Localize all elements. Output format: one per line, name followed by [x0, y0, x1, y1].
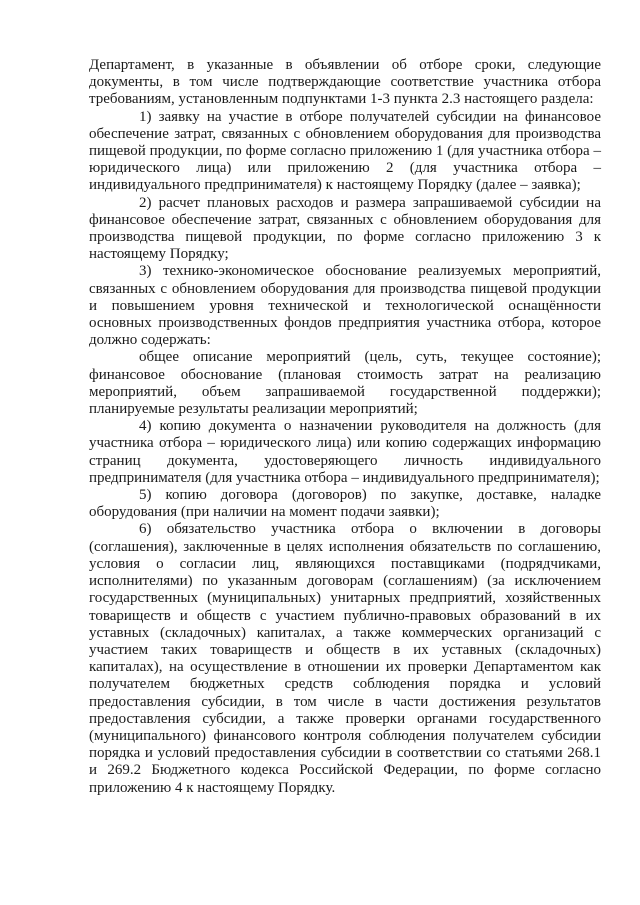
paragraph-item-2: 2) расчет плановых расходов и размера запрашиваемой субсидии на финансовое обеспечение затрат, связанных с обновлением оборудования для производства пищевой продукции, по форме согласно приложению 3 к настоящему Порядку;	[89, 194, 601, 263]
paragraph-item-5: 5) копию договора (договоров) по закупке, доставке, наладке оборудования (при наличии на момент подачи заявки);	[89, 487, 601, 521]
paragraph-item-1: 1) заявку на участие в отборе получателей субсидии на финансовое обеспечение затрат, связанных с обновлением оборудования для производства пищевой продукции, по форме согласно приложению 1 (для участника отбора – юридического лица) или приложению 2 (для участника отбора – индивидуального предпринимателя) к настоящему Порядку (далее – заявка);	[89, 108, 601, 194]
paragraph-item-6: 6) обязательство участника отбора о включении в договоры (соглашения), заключенные в целях исполнения обязательств по соглашению, условия о согласии лиц, являющихся поставщиками (подрядчиками, исполнителями) по указанным договорам (соглашениям) (за исключением государственных (муниципальных) унитарных предприятий, хозяйственных товариществ и обществ с участием публично-правовых образований в их уставных (складочных) капиталах, а также коммерческих организаций с участием таких товариществ и обществ в их уставных (складочных) капиталах), на осуществление в отношении их проверки Департаментом как получателем бюджетных средств соблюдения порядка и условий предоставления субсидии, в том числе в части достижения результатов предоставления субсидии, а также проверки органами государственного (муниципального) финансового контроля соблюдения получателем субсидии порядка и условий предоставления субсидии в соответствии со статьями 268.1 и 269.2 Бюджетного кодекса Российской Федерации, по форме согласно приложению 4 к настоящему Порядку.	[89, 521, 601, 796]
paragraph-intro: Департамент, в указанные в объявлении об отборе сроки, следующие документы, в том числе подтверждающие соответствие участника отбора требованиям, установленным подпунктами 1-3 пункта 2.3 настоящего раздела:	[89, 57, 601, 108]
paragraph-item-3-contents: общее описание мероприятий (цель, суть, текущее состояние); финансовое обоснование (плановая стоимость затрат на реализацию мероприятий, объем запрашиваемой государственной поддержки); планируемые результаты реализации мероприятий;	[89, 349, 601, 418]
paragraph-item-3: 3) технико-экономическое обоснование реализуемых мероприятий, связанных с обновлением оборудования для производства пищевой продукции и повышением уровня технической и технологической оснащённости основных производственных фондов предприятия участника отбора, которое должно содержать:	[89, 263, 601, 349]
paragraph-item-4: 4) копию документа о назначении руководителя на должность (для участника отбора – юридического лица) или копию содержащих информацию страниц документа, удостоверяющего личность индивидуального предпринимателя (для участника отбора – индивидуального предпринимателя);	[89, 418, 601, 486]
document-body	[89, 57, 601, 797]
